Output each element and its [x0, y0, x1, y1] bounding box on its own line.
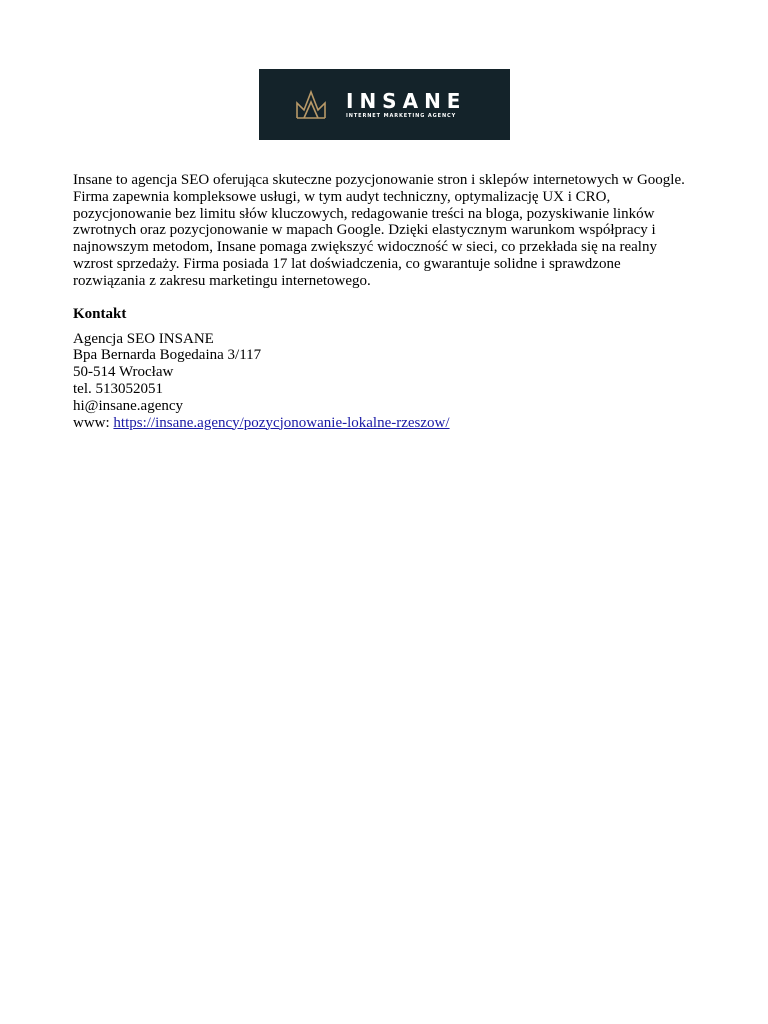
logo-tagline: INTERNET MARKETING AGENCY: [346, 112, 457, 119]
contact-heading: Kontakt: [73, 305, 127, 322]
contact-email: hi@insane.agency: [73, 397, 184, 414]
contact-block: [73, 331, 688, 432]
insane-logo: [259, 69, 510, 140]
contact-website-line: [73, 415, 688, 432]
website-link[interactable]: https://insane.agency/pozycjonowanie-lokalne-rzeszow/: [113, 414, 450, 431]
contact-city: 50-514 Wrocław: [73, 364, 174, 381]
logo-text: [346, 90, 466, 120]
contact-name: Agencja SEO INSANE: [73, 330, 214, 347]
company-description: Insane to agencja SEO oferująca skuteczne pozycjonowanie stron i sklepów internetowych w Google. Firma zapewnia kompleksowe usługi, w tym audyt techniczny, optymalizację UX i CRO, pozycjonowanie bez limitu słów kluczowych, redagowanie treści na bloga, pozyskiwanie linków zwrotnych oraz pozycjonowanie w mapach Google. Dzięki elastycznym warunkom współpracy i najnowszym metodom, Insane pomaga zwiększyć widoczność w sieci, co przekłada się na realny wzrost sprzedaży. Firma posiada 17 lat doświadczenia, co gwarantuje solidne i sprawdzone rozwiązania z zakresu marketingu internetowego.: [73, 172, 685, 289]
crown-icon: [294, 88, 328, 122]
contact-street: Bpa Bernarda Bogedaina 3/117: [73, 347, 262, 364]
document-body: [73, 172, 688, 431]
logo-brand-name: INSANE: [346, 88, 467, 113]
contact-phone: tel. 513052051: [73, 380, 163, 397]
website-label: www:: [73, 414, 110, 431]
